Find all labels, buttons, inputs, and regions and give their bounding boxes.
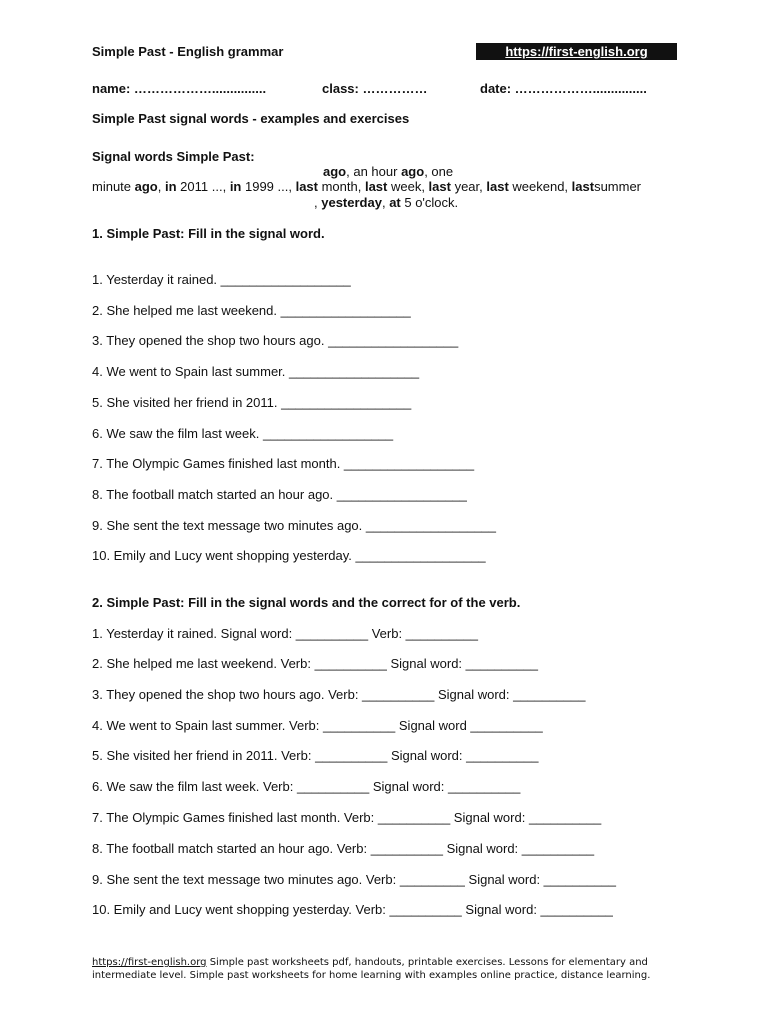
name-field: name: ………………...............: [92, 81, 267, 96]
exercise-1-item[interactable]: 3. They opened the shop two hours ago. __________________: [92, 333, 459, 348]
exercise-1-item[interactable]: 8. The football match started an hour ago. __________________: [92, 487, 467, 502]
exercise-2-item[interactable]: 3. They opened the shop two hours ago. Verb: __________ Signal word: __________: [92, 687, 586, 702]
exercise-2-item[interactable]: 6. We saw the film last week. Verb: __________ Signal word: __________: [92, 779, 521, 794]
exercise-2-item[interactable]: 1. Yesterday it rained. Signal word: __________ Verb: __________: [92, 626, 478, 641]
class-field: class: ……………: [322, 81, 428, 96]
exercise-1-item[interactable]: 7. The Olympic Games finished last month. __________________: [92, 456, 475, 471]
signal-words-heading: Signal words Simple Past:: [92, 149, 255, 164]
exercise-2-item[interactable]: 9. She sent the text message two minutes ago. Verb: _________ Signal word: __________: [92, 872, 616, 887]
exercise-1-item[interactable]: 1. Yesterday it rained. __________________: [92, 272, 351, 287]
exercise-1-heading: 1. Simple Past: Fill in the signal word.: [92, 226, 325, 241]
exercise-1-item[interactable]: 5. She visited her friend in 2011. __________________: [92, 395, 412, 410]
exercise-1-item[interactable]: 4. We went to Spain last summer. __________________: [92, 364, 420, 379]
signal-words-line-1: ago, an hour ago, one: [323, 164, 454, 179]
footer-text-1: Simple past worksheets pdf, handouts, printable exercises. Lessons for elementary and: [206, 957, 648, 968]
exercise-2-item[interactable]: 10. Emily and Lucy went shopping yesterday. Verb: __________ Signal word: __________: [92, 902, 613, 917]
exercise-1-item[interactable]: 6. We saw the film last week. __________________: [92, 426, 394, 441]
worksheet-title: Simple Past - English grammar: [92, 44, 284, 59]
subtitle: Simple Past signal words - examples and exercises: [92, 111, 410, 126]
date-field: date: ………………...............: [480, 81, 647, 96]
exercise-2-item[interactable]: 5. She visited her friend in 2011. Verb: __________ Signal word: __________: [92, 748, 539, 763]
exercise-2-item[interactable]: 4. We went to Spain last summer. Verb: __________ Signal word __________: [92, 718, 543, 733]
exercise-1-item[interactable]: 9. She sent the text message two minutes ago. __________________: [92, 518, 497, 533]
exercise-2-item[interactable]: 7. The Olympic Games finished last month. Verb: __________ Signal word: __________: [92, 810, 602, 825]
signal-words-line-2: minute ago, in 2011 ..., in 1999 ..., last month, last week, last year, last weekend, lastsummer: [92, 179, 642, 194]
exercise-2-item[interactable]: 8. The football match started an hour ago. Verb: __________ Signal word: __________: [92, 841, 595, 856]
signal-words-line-3: , yesterday, at 5 o'clock.: [314, 195, 459, 210]
footer-link[interactable]: https://first-english.org: [92, 957, 207, 968]
exercise-2-heading: 2. Simple Past: Fill in the signal words and the correct for of the verb.: [92, 595, 521, 610]
footer-text-2: intermediate level. Simple past worksheets for home learning with examples online practice, distance learning.: [92, 970, 651, 981]
exercise-1-item[interactable]: 2. She helped me last weekend. __________________: [92, 303, 411, 318]
exercise-1-item[interactable]: 10. Emily and Lucy went shopping yesterday. __________________: [92, 548, 486, 563]
exercise-2-item[interactable]: 2. She helped me last weekend. Verb: __________ Signal word: __________: [92, 656, 538, 671]
header-url-link[interactable]: https://first-english.org: [476, 43, 677, 60]
footer: [92, 956, 692, 982]
